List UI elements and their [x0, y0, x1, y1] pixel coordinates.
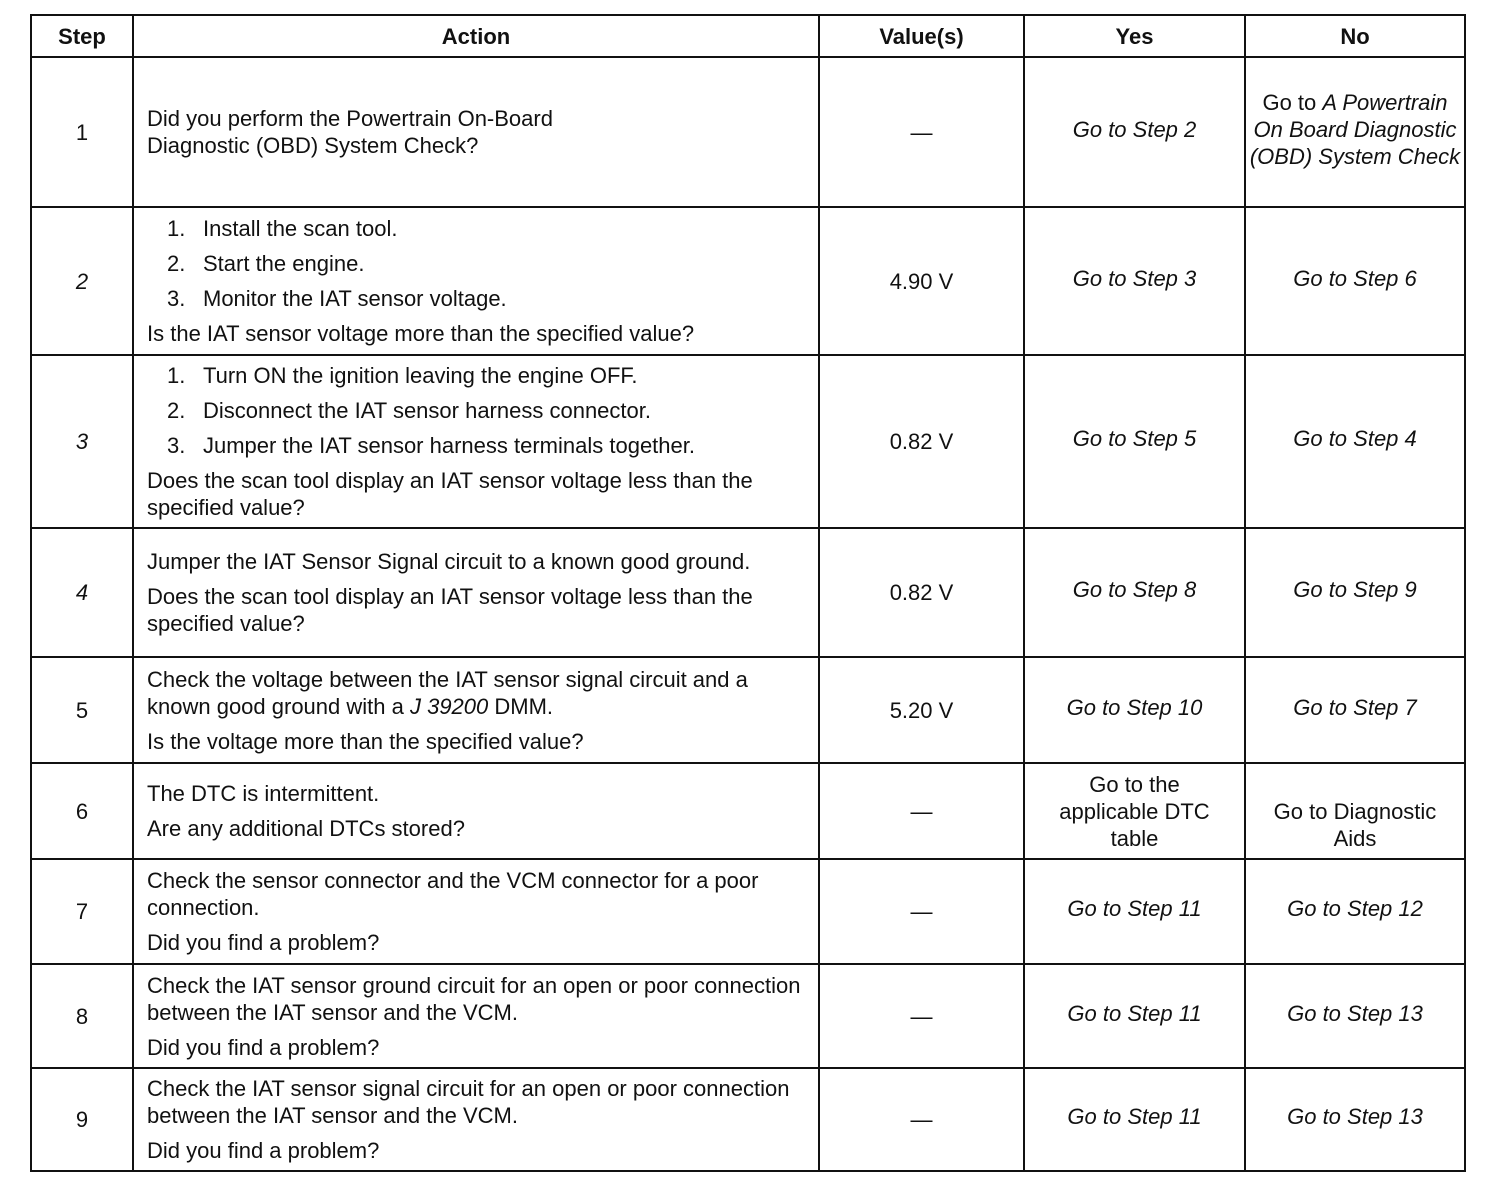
action-step: 2. Start the engine.: [167, 251, 365, 276]
action-text: The DTC is intermittent.: [147, 781, 380, 806]
action-cell: [133, 57, 819, 207]
tool-number: J 39200: [409, 693, 489, 719]
action-text: Check the IAT sensor ground circuit for an open or poor connection between the IAT sensor and the VCM.: [147, 972, 801, 1025]
yes-cell: Go to the applicable DTC table: [1024, 763, 1245, 859]
value-cell: 0.82 V: [819, 528, 1024, 657]
no-cell: Go to Diagnostic Aids: [1245, 763, 1465, 859]
header-yes: Yes: [1024, 15, 1245, 57]
action-cell: [133, 657, 819, 763]
table-row: [31, 1068, 1465, 1171]
yes-cell: Go to Step 11: [1024, 1068, 1245, 1171]
step-number: 8: [31, 964, 133, 1068]
yes-cell: Go to Step 11: [1024, 964, 1245, 1068]
no-cell: Go to Step 6: [1245, 207, 1465, 355]
no-cell: Go to Step 4: [1245, 355, 1465, 528]
value-cell: —: [819, 1068, 1024, 1171]
step-number: 7: [31, 859, 133, 964]
action-question: Is the voltage more than the specified value?: [147, 728, 584, 754]
table-row: [31, 355, 1465, 528]
action-cell: [133, 207, 819, 355]
action-cell: [133, 528, 819, 657]
header-step: Step: [31, 15, 133, 57]
action-question: Did you find a problem?: [147, 1138, 380, 1163]
diagnostic-table: [30, 14, 1466, 1172]
action-question: Is the IAT sensor voltage more than the specified value?: [147, 321, 695, 346]
table-row: [31, 859, 1465, 964]
no-cell: Go to Step 7: [1245, 657, 1465, 763]
action-cell: [133, 964, 819, 1068]
header-row: [31, 15, 1465, 57]
value-cell: —: [819, 763, 1024, 859]
value-cell: —: [819, 859, 1024, 964]
header-no: No: [1245, 15, 1465, 57]
action-step: 3. Monitor the IAT sensor voltage.: [167, 286, 507, 311]
table-row: [31, 763, 1465, 859]
action-cell: [133, 355, 819, 528]
action-question: Does the scan tool display an IAT sensor voltage less than the specified value?: [147, 584, 753, 636]
action-cell: [133, 763, 819, 859]
action-step: 3. Jumper the IAT sensor harness terminals together.: [167, 433, 695, 458]
no-link-text: A Powertrain On Board Diagnostic (OBD) System Check: [1249, 89, 1461, 169]
action-step: 1. Install the scan tool.: [167, 216, 398, 241]
table-row: [31, 964, 1465, 1068]
table-row: [31, 528, 1465, 657]
action-cell: [133, 1068, 819, 1171]
table-row: [31, 57, 1465, 207]
step-number: 4: [31, 528, 133, 657]
action-step: 1. Turn ON the ignition leaving the engine OFF.: [167, 363, 638, 388]
action-text: Check the IAT sensor signal circuit for an open or poor connection between the IAT sensor and the VCM.: [147, 1076, 790, 1128]
action-text: Jumper the IAT Sensor Signal circuit to a known good ground.: [147, 549, 751, 574]
action-question: Did you find a problem?: [147, 930, 380, 955]
value-cell: —: [819, 57, 1024, 207]
action-question: Did you find a problem?: [147, 1034, 380, 1060]
yes-cell: Go to Step 3: [1024, 207, 1245, 355]
step-number: 2: [31, 207, 133, 355]
yes-cell: Go to Step 2: [1024, 57, 1245, 207]
step-number: 5: [31, 657, 133, 763]
no-prefix: Go to: [1262, 89, 1323, 115]
value-cell: 0.82 V: [819, 355, 1024, 528]
step-number: 1: [31, 57, 133, 207]
yes-cell: Go to Step 11: [1024, 859, 1245, 964]
action-step: 2. Disconnect the IAT sensor harness connector.: [167, 398, 651, 423]
no-cell: Go to Step 12: [1245, 859, 1465, 964]
action-steps: [147, 362, 808, 459]
value-cell: 4.90 V: [819, 207, 1024, 355]
yes-cell: Go to Step 8: [1024, 528, 1245, 657]
step-number: 9: [31, 1068, 133, 1171]
no-cell: Go to Step 13: [1245, 964, 1465, 1068]
action-text: Check the sensor connector and the VCM connector for a poor connection.: [147, 868, 759, 920]
yes-cell: Go to Step 5: [1024, 355, 1245, 528]
action-steps: [147, 215, 808, 312]
no-cell: Go to Step 13: [1245, 1068, 1465, 1171]
action-cell: [133, 859, 819, 964]
header-value: Value(s): [819, 15, 1024, 57]
no-cell: [1245, 57, 1465, 207]
action-text: Check the voltage between the IAT sensor signal circuit and a known good ground with a J 39200 DMM.: [147, 666, 748, 719]
action-question: Does the scan tool display an IAT sensor voltage less than the specified value?: [147, 468, 753, 520]
step-number: 6: [31, 763, 133, 859]
action-question: Are any additional DTCs stored?: [147, 816, 465, 841]
yes-cell: Go to Step 10: [1024, 657, 1245, 763]
action-text: Did you perform the Powertrain On-Board Diagnostic (OBD) System Check?: [147, 106, 553, 158]
header-action: Action: [133, 15, 819, 57]
value-cell: —: [819, 964, 1024, 1068]
no-cell: Go to Step 9: [1245, 528, 1465, 657]
table-row: [31, 207, 1465, 355]
step-number: 3: [31, 355, 133, 528]
value-cell: 5.20 V: [819, 657, 1024, 763]
table-row: [31, 657, 1465, 763]
